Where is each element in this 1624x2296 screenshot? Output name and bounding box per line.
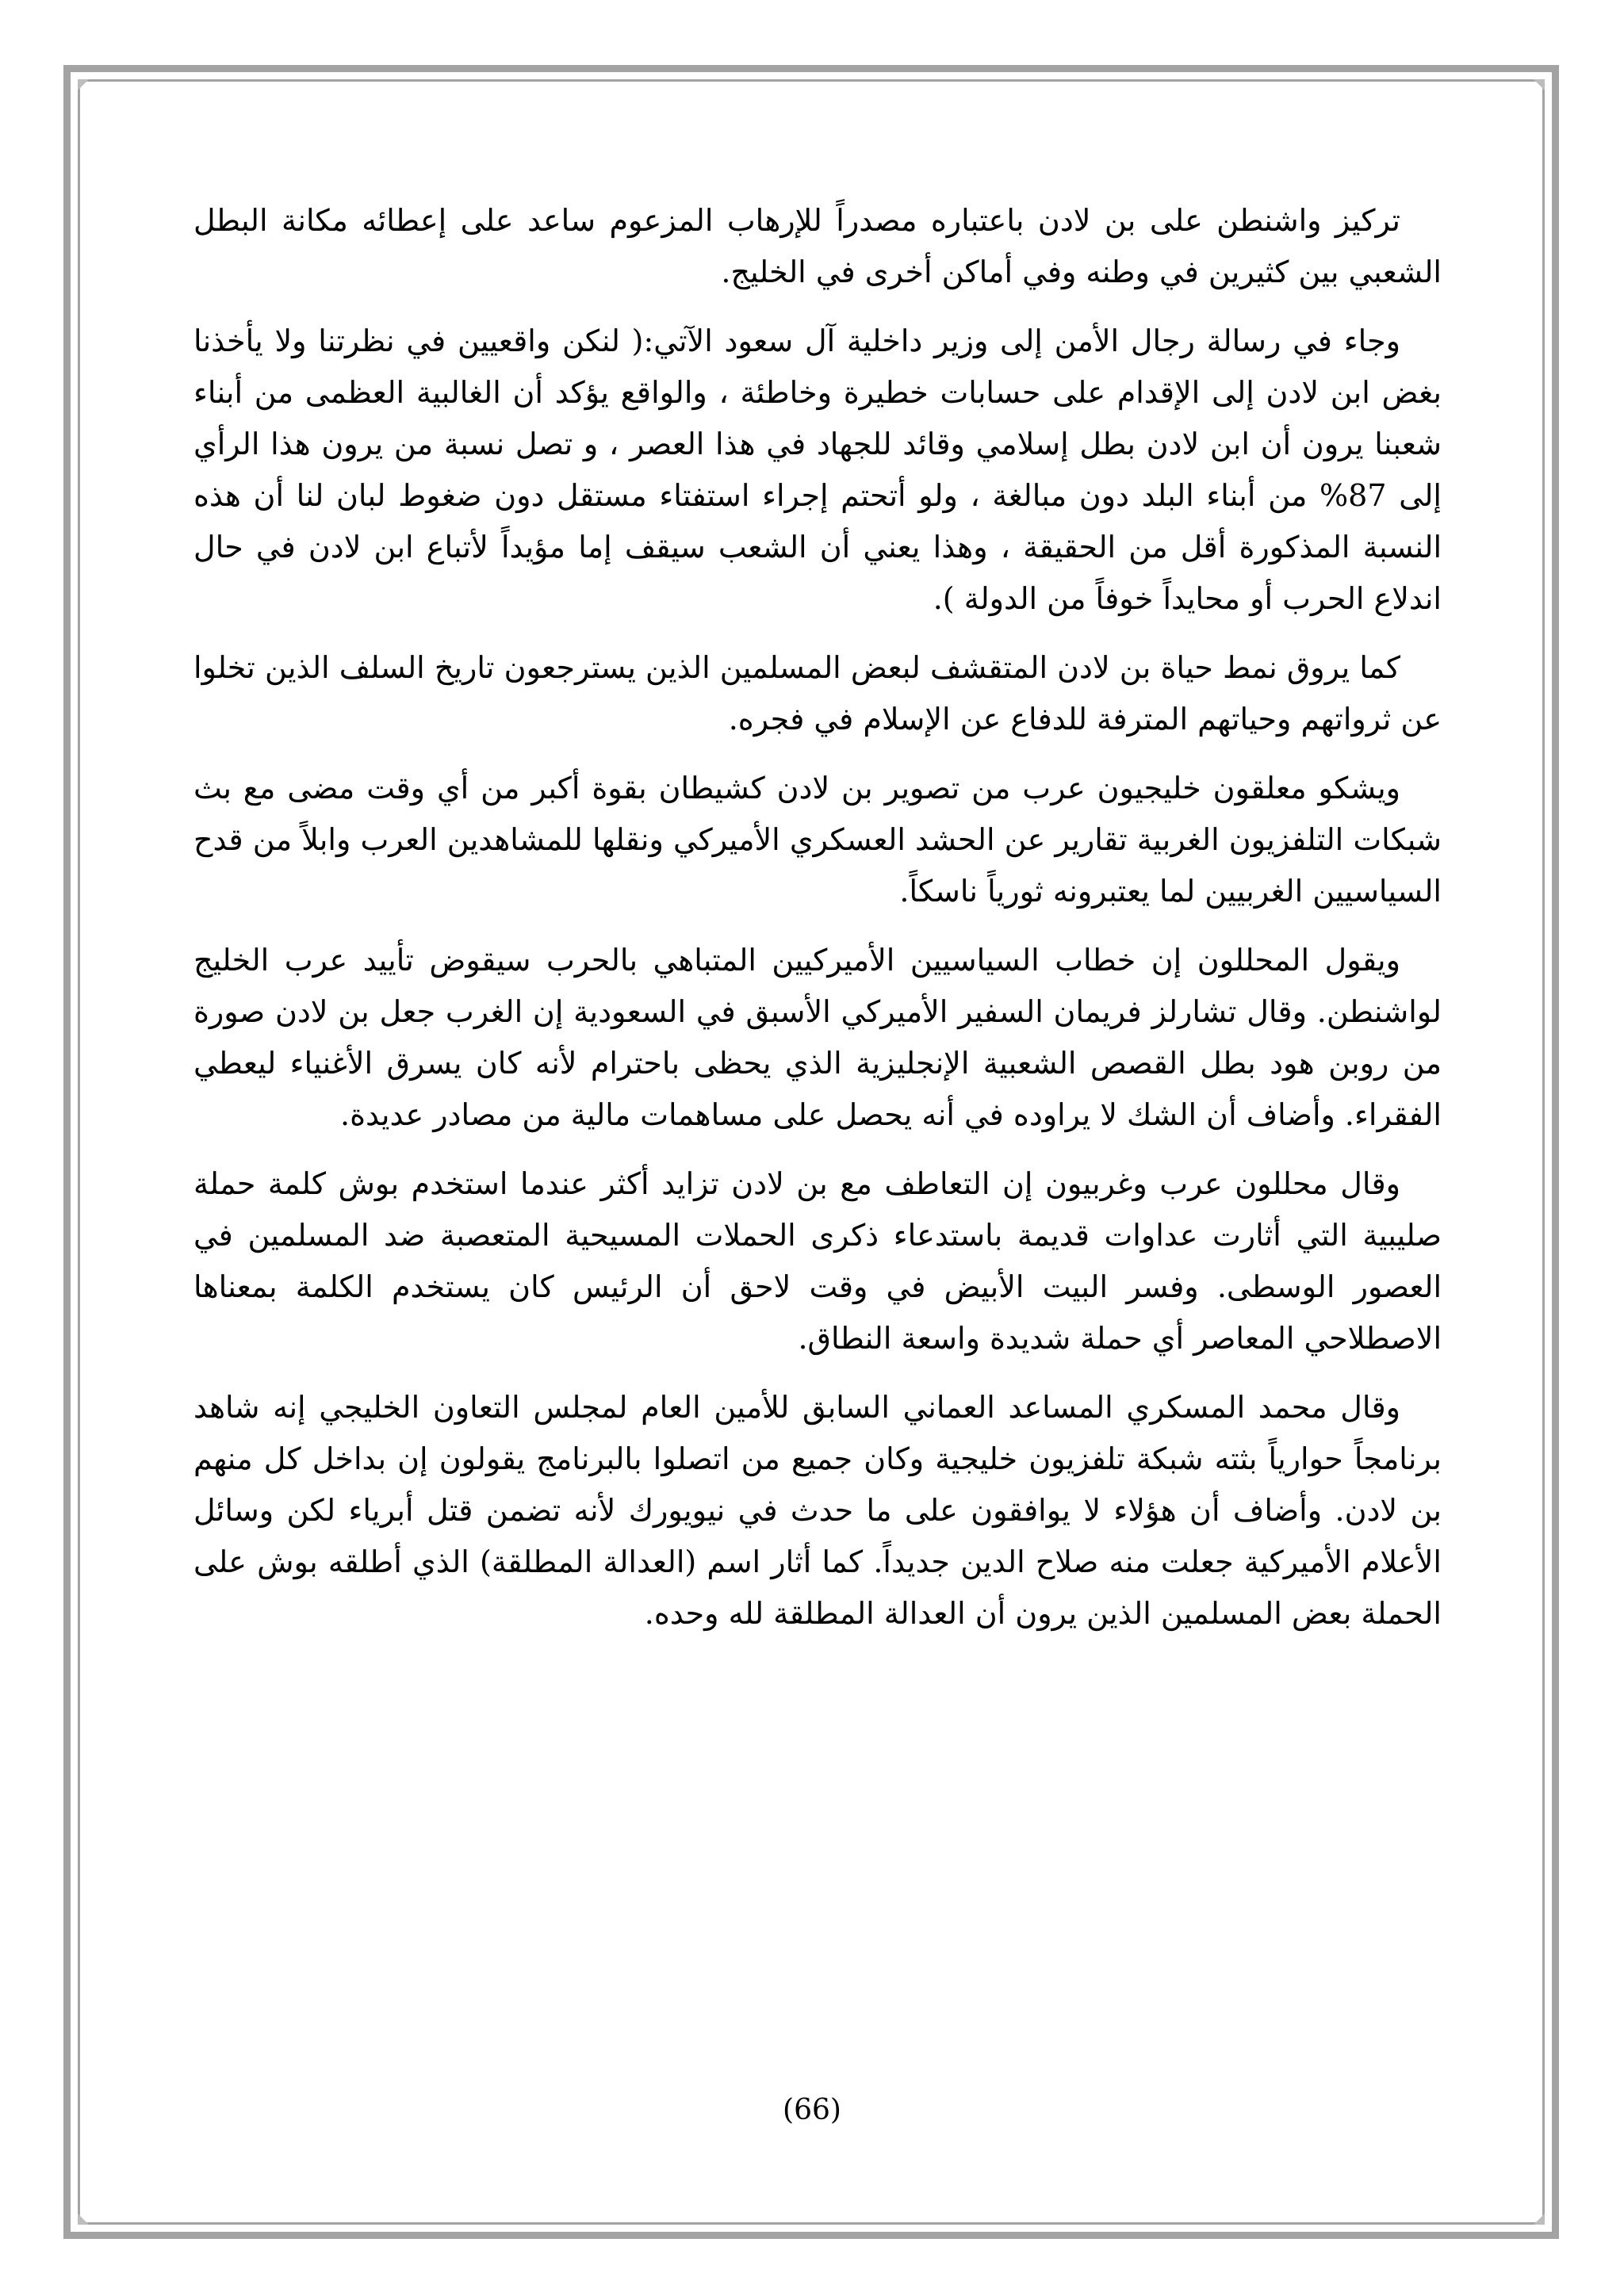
page-number: (66)	[783, 2094, 841, 2126]
corner-ornament-top-right	[1534, 79, 1545, 90]
page-body	[193, 195, 1442, 1657]
paragraph: وقال محمد المسكري المساعد العماني السابق للأمين العام لمجلس التعاون الخليجي إنه شاهد برنامجاً حوارياً بثته شبكة تلفزيون خليجية وكان جميع من اتصلوا بالبرنامج يقولون إن بداخل كل منهم بن لادن. وأضاف أن هؤلاء لا يوافقون على ما حدث في نيويورك لأنه تضمن قتل أبرياء لكن وسائل الأعلام الأميركية جعلت منه صلاح الدين جديداً. كما أثار اسم (العدالة المطلقة) الذي أطلقه بوش على الحملة بعض المسلمين الذين يرون أن العدالة المطلقة لله وحده.	[193, 1390, 1442, 1631]
paragraph: ويشكو معلقون خليجيون عرب من تصوير بن لادن كشيطان بقوة أكبر من أي وقت مضى مع بث شبكات التلفزيون الغربية تقارير عن الحشد العسكري الأميركي ونقلها للمشاهدين العرب وابلاً من قدح السياسيين الغربيين لما يعتبرونه ثورياً ناسكاً.	[193, 771, 1442, 909]
paragraph: كما يروق نمط حياة بن لادن المتقشف لبعض المسلمين الذين يسترجعون تاريخ السلف الذين تخلوا عن ثرواتهم وحياتهم المترفة للدفاع عن الإسلام في فجره.	[193, 650, 1442, 737]
paragraph: ويقول المحللون إن خطاب السياسيين الأميركيين المتباهي بالحرب سيقوض تأييد عرب الخليج لواشنطن. وقال تشارلز فريمان السفير الأميركي الأسبق في السعودية إن الغرب جعل بن لادن صورة من روبن هود بطل القصص الشعبية الإنجليزية الذي يحظى باحترام لأنه كان يسرق الأغنياء ليعطي الفقراء. وأضاف أن الشك لا يراوده في أنه يحصل على مساهمات مالية من مصادر عديدة.	[193, 943, 1442, 1132]
paragraph: وجاء في رسالة رجال الأمن إلى وزير داخلية آل سعود الآتي:( لنكن واقعيين في نظرتنا ولا يأخذنا بغض ابن لادن إلى الإقدام على حسابات خطيرة وخاطئة ، والواقع يؤكد أن الغالبية العظمى من أبناء شعبنا يرون أن ابن لادن بطل إسلامي وقائد للجهاد في هذا العصر ، و تصل نسبة من يرون هذا الرأي إلى 87% من أبناء البلد دون مبالغة ، ولو أتحتم إجراء استفتاء مستقل دون ضغوط لبان لنا أن هذه النسبة المذكورة أقل من الحقيقة ، وهذا يعني أن الشعب سيقف إما مؤيداً لأتباع ابن لادن في حال اندلاع الحرب أو محايداً خوفاً من الدولة ).	[193, 323, 1442, 616]
paragraph: تركيز واشنطن على بن لادن باعتباره مصدراً للإرهاب المزعوم ساعد على إعطائه مكانة البطل الشعبي بين كثيرين في وطنه وفي أماكن أخرى في الخليج.	[193, 203, 1442, 289]
corner-ornament-bottom-right	[1534, 2214, 1545, 2225]
corner-ornament-top-left	[78, 79, 89, 90]
paragraph: وقال محللون عرب وغربيون إن التعاطف مع بن لادن تزايد أكثر عندما استخدم بوش كلمة حملة صليبية التي أثارت عداوات قديمة باستدعاء ذكرى الحملات المسيحية المتعصبة ضد المسلمين في العصور الوسطى. وفسر البيت الأبيض في وقت لاحق أن الرئيس كان يستخدم الكلمة بمعناها الاصطلاحي المعاصر أي حملة شديدة واسعة النطاق.	[193, 1166, 1442, 1356]
corner-ornament-bottom-left	[78, 2214, 89, 2225]
